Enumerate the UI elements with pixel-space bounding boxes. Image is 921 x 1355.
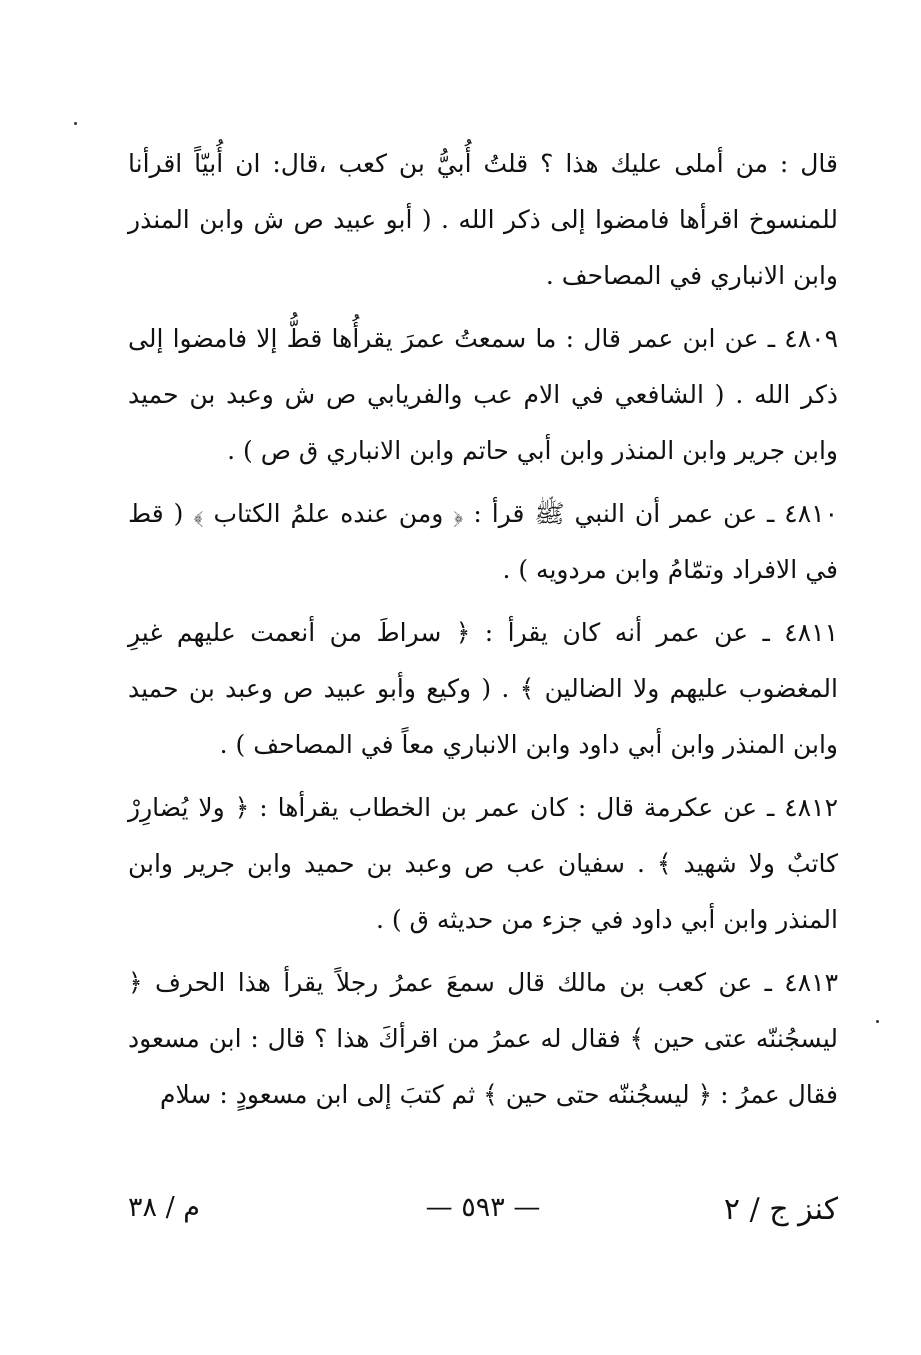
hadith-4812: ٤٨١٢ ـ عن عكرمة قال : كان عمر بن الخطاب يقرأها : ﴿ ولا يُضارِرْ كاتبٌ ولا شهيد ﴾ . سفيان عب ص وعبد بن حميد وابن جرير وابن المنذر وابن أبي داود في جزء من حديثه ق ) . (128, 793, 838, 934)
scan-speck (74, 122, 77, 125)
paragraph-continuation: قال : من أملى عليك هذا ؟ قلتُ أُبيُّ بن كعب ،قال: ان أُبيّاً اقرأنا للمنسوخ اقرأها فامضوا إلى ذكر الله . ( أبو عبيد ص ش وابن المنذر وابن الانباري في المصاحف . (128, 149, 838, 290)
body-text (128, 136, 838, 1123)
scan-speck (876, 1020, 879, 1023)
volume-label: كنز ج / ٢ (723, 1192, 838, 1227)
hadith-4813: ٤٨١٣ ـ عن كعب بن مالك قال سمعَ عمرُ رجلاً يقرأ هذا الحرف ﴿ ليسجُننّه عتى حين ﴾ فقال له عمرُ من اقرأكَ هذا ؟ قال : ابن مسعود فقال عمرُ : ﴿ ليسجُننّه حتى حين ﴾ ثم كتبَ إلى ابن مسعودٍ : سلام (128, 968, 838, 1109)
signature-label: م / ٣٨ (128, 1192, 200, 1223)
hadith-4810: ٤٨١٠ ـ عن عمر أن النبي ﷺ قرأ : ﴿ ومن عنده علمُ الكتاب ﴾ ( قط في الافراد وتمّامُ وابن مردويه ) . (128, 499, 838, 584)
hadith-4811: ٤٨١١ ـ عن عمر أنه كان يقرأ : ﴿ سراطَ من أنعمت عليهم غيرِ المغضوب عليهم ولا الضالين ﴾ . ( وكيع وأبو عبيد ص وعبد بن حميد وابن المنذر وابن أبي داود وابن الانباري معاً في المصاحف ) . (128, 618, 838, 759)
hadith-4809: ٤٨٠٩ ـ عن ابن عمر قال : ما سمعتُ عمرَ يقرأُها قطُّ إلا فامضوا إلى ذكر الله . ( الشافعي في الام عب والفريابي ص ش وعبد بن حميد وابن جرير وابن المنذر وابن أبي حاتم وابن الانباري ق ص ) . (128, 324, 838, 465)
page-footer (128, 1192, 838, 1242)
page-number: — ٥٩٣ — (425, 1192, 541, 1223)
